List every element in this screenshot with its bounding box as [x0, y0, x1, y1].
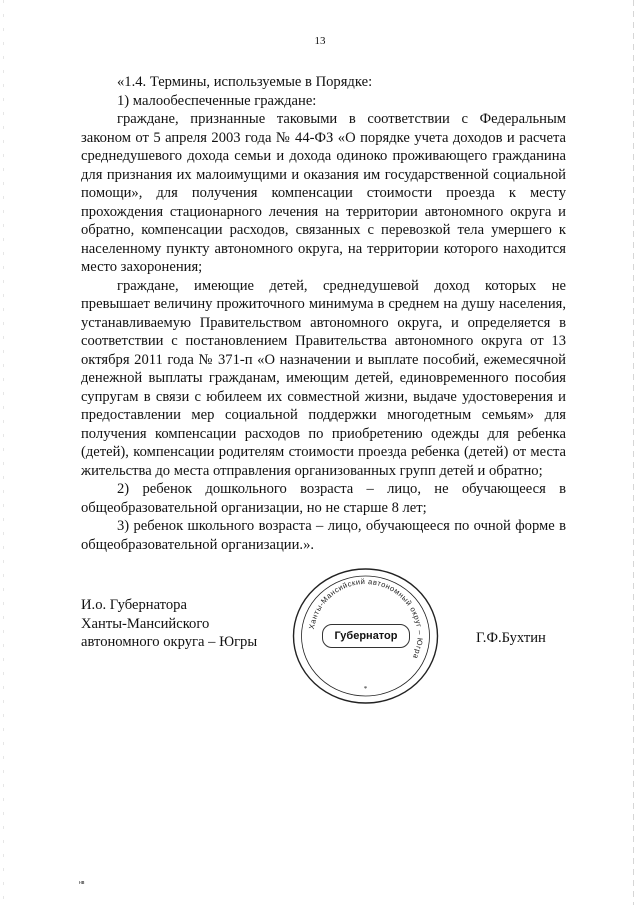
- executor-initials: нв: [79, 880, 85, 886]
- scan-edge-left: [3, 0, 4, 905]
- position-line-2: Ханты-Мансийского: [81, 615, 210, 632]
- stamp-center-label: Губернатор: [322, 624, 410, 648]
- term-3-definition: 3) ребенок школьного возраста – лицо, обучающееся по очной форме в общеобразовательной организации.».: [81, 518, 566, 553]
- svg-text:*: *: [363, 685, 368, 693]
- signatory-name: Г.Ф.Бухтин: [476, 630, 546, 646]
- term-1-heading: 1) малообеспеченные граждане:: [117, 92, 317, 109]
- signatory-position: [81, 596, 257, 652]
- page-number: 13: [314, 35, 326, 47]
- term-1-definition-b: граждане, имеющие детей, среднедушевой доход которых не превышает величину прожиточного минимума в среднем на душу населения, устанавливаемую Правительством автономного округа, и определяется в соответствии с постановлением Правительства автономного округа от 13 октября 2011 года № 371-п «О назначении и выплате пособий, ежемесячной денежной выплаты гражданам, имеющим детей, единовременного пособия супругам в связи с юбилеем их совместной жизни, выдаче удостоверения и предоставлении мер социальной поддержки многодетным семьям» для получения компенсации расходов по приобретению одежды для ребенка (детей), компенсации родителям стоимости проезда ребенка (детей) от места жительства до места отправления организованных групп детей и обратно;: [81, 277, 566, 479]
- stamp-ring-text: Ханты-Мансийский автономный округ – Югра: [306, 576, 425, 661]
- term-1-definition-a: граждане, признанные таковыми в соответствии с Федеральным законом от 5 апреля 2003 года № 44-ФЗ «О порядке учета доходов и расчета среднедушевого дохода семьи и дохода одиноко проживающего гражданина для признания их малоимущими и оказания им государственной социальной помощи», для получения компенсации стоимости проезда к месту прохождения стационарного лечения на территории автономного округа и обратно, компенсации расходов, связанных с перевозкой тела умершего к населенному пункту автономного округа, на территории которого находится место захоронения;: [81, 111, 566, 275]
- scan-edge-right: [633, 0, 634, 905]
- term-2-definition: 2) ребенок дошкольного возраста – лицо, не обучающееся в общеобразовательной организации, но не старше 8 лет;: [81, 481, 566, 516]
- document-body: [81, 73, 566, 554]
- section-heading: «1.4. Термины, используемые в Порядке:: [117, 74, 373, 90]
- position-line-1: И.о. Губернатора: [81, 597, 187, 613]
- position-line-3: автономного округа – Югры: [81, 634, 258, 650]
